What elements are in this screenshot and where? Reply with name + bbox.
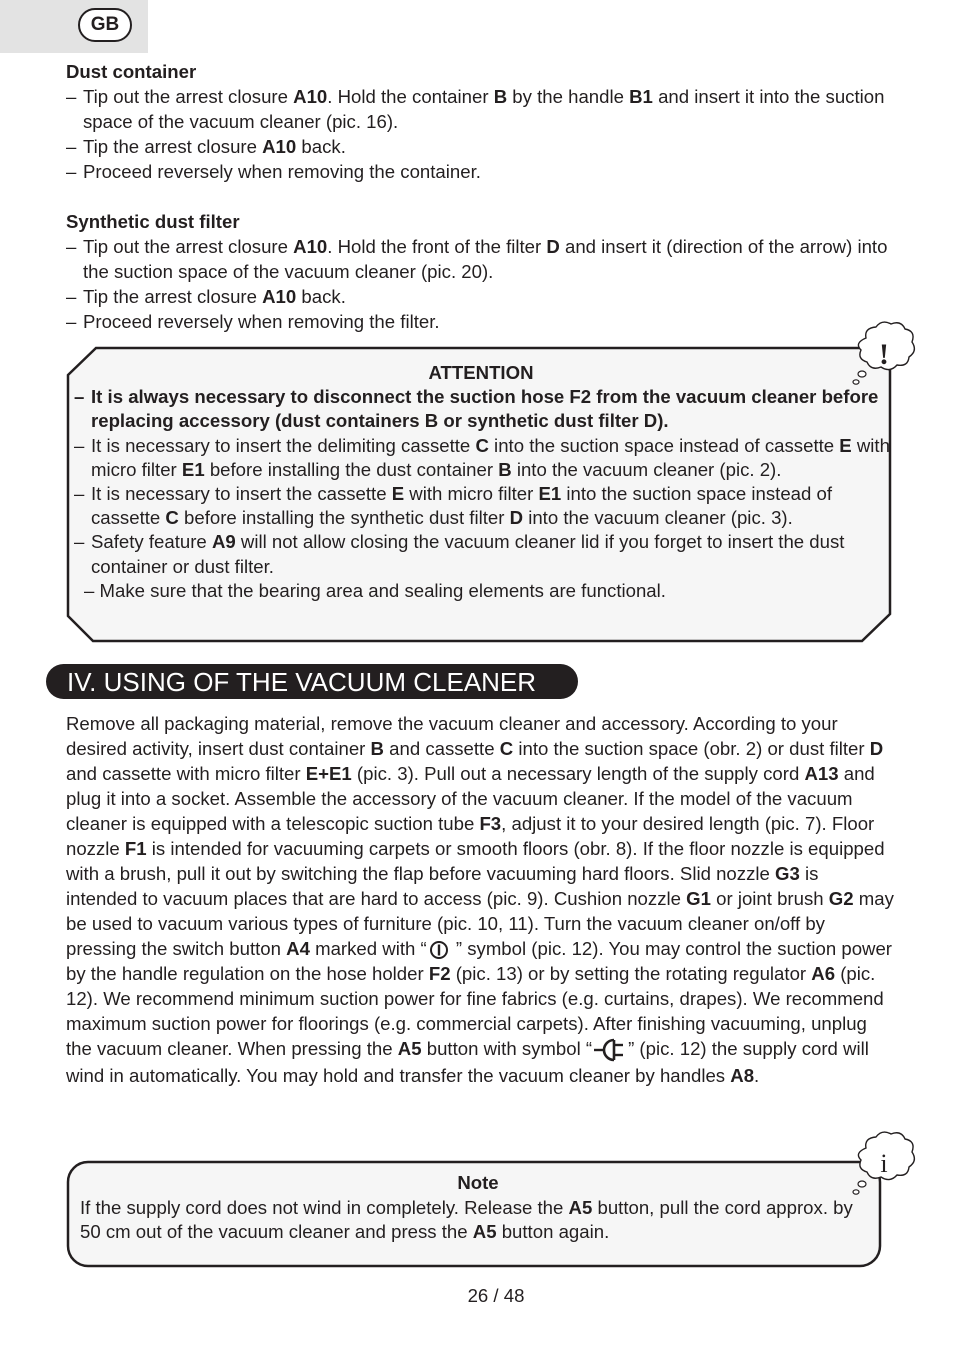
usage-paragraph: Remove all packaging material, remove the vacuum cleaner and accessory. According to your desired activity, insert dust container B and cassette C into the suction space (obr. 2) or dust filter D and cassette with micro filter E+E1 (pic. 3). Pull out a necessary length of the supply cord A13 and plug it into a socket. Assemble the accessory of the vacuum cleaner. If the model of the vacuum cleaner is equipped with a telescopic suction tube F3, adjust it to your desired length (pic. 7). Floor nozzle F1 is intended for vacuuming carpets or smooth floors (obr. 8). If the floor nozzle is equipped with a brush, pull it out by switching the flap before vacuuming hard floors. Slid nozzle G3 is intended to vacuum places that are hard to access (pic. 9). Cushion nozzle G1 or joint brush G2 may be used to vacuum various types of furniture (pic. 10, 11). Turn the vacuum cleaner on/off by pressing the switch button A4 marked with “ ” symbol (pic. 12). You may control the suction power by the handle regulation on the hose holder F2 (pic. 13) or by setting the rotating regulator A6 (pic. 12). We recommend minimum suction power for fine fabrics (e.g. curtains, drapes). We recommend maximum suction power for floorings (e.g. commercial carpets). After finishing vacuuming, unplug the vacuum cleaner. When pressing the A5 button with symbol “ ” (pic. 12) the supply cord will wind in automatically. You may hold and transfer the vacuum cleaner by handles A8. [66, 713, 894, 1087]
attention-box [74, 361, 890, 603]
note-body: If the supply cord does not wind in completely. Release the A5 button, pull the cord approx. by 50 cm out of the vacuum cleaner and press the A5 button again. [80, 1196, 853, 1242]
list-item: – Tip the arrest closure A10 back. [66, 286, 346, 307]
synthetic-filter-heading: Synthetic dust filter [66, 211, 240, 232]
list-item: – Tip out the arrest closure A10. Hold the front of the filter D and insert it (direction of the arrow) into the suction space of the vacuum cleaner (pic. 20). [66, 236, 888, 282]
section-heading: IV. USING OF THE VACUUM CLEANER [46, 664, 578, 699]
dust-container-heading: Dust container [66, 61, 197, 82]
list-item: – Proceed reversely when removing the filter. [66, 311, 440, 332]
svg-text:!: ! [879, 338, 889, 371]
note-box [80, 1171, 870, 1245]
language-badge: GB [78, 8, 132, 42]
list-item: – It is necessary to insert the delimiting cassette C into the suction space instead of cassette E with micro filter E1 before installing the dust container B into the vacuum cleaner (pic. 2). [74, 434, 890, 480]
power-symbol-icon [427, 939, 451, 961]
list-item: – Safety feature A9 will not allow closing the vacuum cleaner lid if you forget to insert the dust container or dust filter. [74, 531, 845, 577]
attention-title: ATTENTION [428, 362, 534, 383]
cord-rewind-icon [592, 1037, 628, 1063]
list-item: – Tip the arrest closure A10 back. [66, 136, 346, 157]
attention-warning-bold: – It is always necessary to disconnect the suction hose F2 from the vacuum cleaner before replacing accessory (dust containers B or synthetic dust filter D). [74, 386, 879, 432]
note-title: Note [457, 1172, 499, 1193]
list-item: – Make sure that the bearing area and sealing elements are functional. [84, 579, 666, 601]
list-item: – Proceed reversely when removing the container. [66, 161, 481, 182]
list-item: – It is necessary to insert the cassette E with micro filter E1 into the suction space instead of cassette C before installing the synthetic dust filter D into the vacuum cleaner (pic. 3). [74, 483, 833, 529]
list-item: – Tip out the arrest closure A10. Hold the container B by the handle B1 and insert it into the suction space of the vacuum cleaner (pic. 16). [66, 86, 885, 132]
svg-text:i: i [880, 1149, 888, 1178]
page-number: 26 / 48 [467, 1285, 525, 1306]
